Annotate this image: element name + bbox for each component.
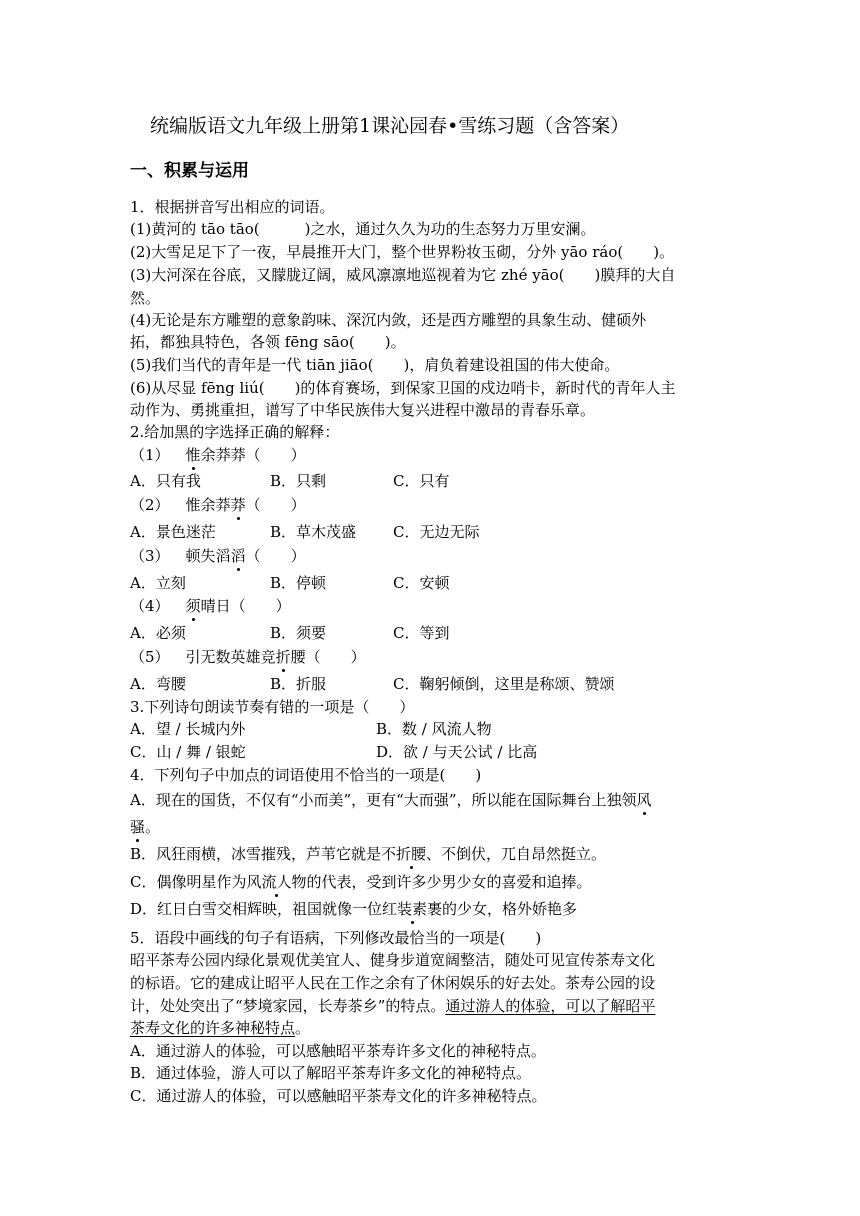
q4-option-c-post: 的代表，受到许多少男少女的喜爱和追捧。 bbox=[306, 873, 592, 891]
emphasized-word: 折腰 bbox=[396, 845, 427, 863]
emphasized-char: 折 bbox=[275, 648, 291, 666]
q2-sub-3 bbox=[130, 545, 306, 567]
q2-sub-number: （2） bbox=[130, 496, 170, 514]
q2-sub-text-post: 腰 bbox=[290, 648, 306, 666]
q4-option-a-cont bbox=[130, 816, 160, 838]
emphasized-char: 风 bbox=[636, 791, 652, 809]
q5-passage-line-4 bbox=[130, 1017, 310, 1039]
answer-blank: （ ） bbox=[245, 496, 306, 514]
q4-option-b-pre: B．风狂雨横，冰雪摧残，芦苇它就是不 bbox=[130, 845, 397, 863]
q2-sub-text-pre: 惟余莽 bbox=[185, 496, 231, 514]
q5-passage-line-1: 昭平茶寿公园内绿化景观优美宜人、健身步道宽阔整洁，随处可见宣传茶寿文化 bbox=[130, 951, 656, 969]
q2-sub-1-option-c: C．只有 bbox=[393, 472, 450, 490]
q2-sub-5-option-a: A．弯腰 bbox=[130, 675, 186, 693]
answer-blank: （ ） bbox=[305, 648, 366, 666]
q4-option-c bbox=[130, 871, 592, 893]
q4-stem: 4．下列句子中加点的词语使用不恰当的一项是( ) bbox=[130, 766, 482, 784]
underlined-sentence: 通过游人的体验，可以了解昭平 bbox=[445, 997, 656, 1015]
emphasized-word: 红装素裹 bbox=[382, 900, 443, 918]
q3-option-b: B．数 / 风流人物 bbox=[376, 720, 492, 738]
q1-item-6-cont: 动作为、勇挑重担，谱写了中华民族伟大复兴进程中激昂的青春乐章。 bbox=[130, 401, 596, 419]
emphasized-char: 莽 bbox=[230, 496, 246, 514]
q2-sub-4-option-b: B．须要 bbox=[270, 624, 327, 642]
q2-sub-1-option-a: A．只有我 bbox=[130, 472, 201, 490]
emphasized-char: 惟 bbox=[185, 446, 201, 464]
section-heading: 一、积累与运用 bbox=[130, 161, 249, 181]
answer-blank: （ ） bbox=[245, 547, 306, 565]
q5-option-c: C．通过游人的体验，可以感触昭平茶寿文化的许多神秘特点。 bbox=[130, 1087, 547, 1105]
q5-passage-line-3 bbox=[130, 995, 655, 1017]
q1-item-4: (4)无论是东方雕塑的意象韵味、深沉内敛，还是西方雕塑的具象生动、健硕外 bbox=[130, 311, 647, 329]
q5-passage-text-end: 。 bbox=[295, 1019, 311, 1037]
q1-item-2: (2)大雪足足下了一夜，早晨推开大门，整个世界粉妆玉砌，分外 yāo ráo( )。 bbox=[130, 243, 675, 261]
q2-sub-1-option-b: B．只剩 bbox=[270, 472, 327, 490]
q4-option-d-pre: D．红日白雪交相辉映，祖国就像一位 bbox=[130, 900, 383, 918]
q2-sub-3-option-c: C．安顿 bbox=[393, 574, 450, 592]
q2-sub-4-option-c: C．等到 bbox=[393, 624, 450, 642]
q2-sub-1 bbox=[130, 444, 306, 466]
q1-item-3: (3)大河深在谷底，又朦胧辽阔，威风凛凛地巡视着为它 zhé yāo( )膜拜的大自 bbox=[130, 266, 676, 284]
document-title: 统编版语文九年级上册第1课沁园春•雪练习题（含答案） bbox=[150, 115, 630, 137]
q4-option-d-post: 的少女，格外娇艳多 bbox=[442, 900, 578, 918]
q4-option-a-text-end: 。 bbox=[145, 818, 161, 836]
q4-option-b-post: 、不倒伏，兀自昂然挺立。 bbox=[426, 845, 607, 863]
emphasized-char: 滔 bbox=[230, 547, 246, 565]
q2-sub-number: （3） bbox=[130, 547, 170, 565]
q2-sub-4-option-a: A．必须 bbox=[130, 624, 186, 642]
q3-option-c: C．山 / 舞 / 银蛇 bbox=[130, 743, 246, 761]
q2-sub-2-option-b: B．草木茂盛 bbox=[270, 523, 357, 541]
q1-item-5: (5)我们当代的青年是一代 tiān jiāo( )，肩负着建设祖国的伟大使命。 bbox=[130, 356, 620, 374]
q4-option-a bbox=[130, 789, 652, 811]
q4-option-a-text: A．现在的国货，不仅有“小而美”，更有“大而强”，所以能在国际舞台上独领 bbox=[130, 791, 637, 809]
q5-stem: 5．语段中画线的句子有语病，下列修改最恰当的一项是( ) bbox=[130, 929, 542, 947]
q4-option-c-pre: C．偶像明星作为 bbox=[130, 873, 247, 891]
answer-blank: （ ） bbox=[245, 446, 306, 464]
q1-item-4-cont: 拓，都独具特色，各领 fēng sāo( )。 bbox=[130, 333, 406, 351]
q1-item-6: (6)从尽显 fēng liú( )的体育赛场，到保家卫国的戍边哨卡，新时代的青年人主 bbox=[130, 379, 676, 397]
q2-sub-5-option-b: B．折服 bbox=[270, 675, 327, 693]
q2-sub-text-post: 余莽莽 bbox=[200, 446, 246, 464]
q1-item-3-cont: 然。 bbox=[130, 289, 161, 307]
underlined-sentence: 茶寿文化的许多神秘特点 bbox=[130, 1019, 296, 1037]
q3-option-d: D．欲 / 与天公试 / 比高 bbox=[376, 743, 538, 761]
q3-stem: 3.下列诗句朗读节奏有错的一项是（ ） bbox=[130, 698, 415, 716]
q2-sub-text-post: 晴日 bbox=[200, 597, 231, 615]
q2-sub-5-option-c: C．鞠躬倾倒，这里是称颂、赞颂 bbox=[393, 675, 615, 693]
q3-option-a: A．望 / 长城内外 bbox=[130, 720, 246, 738]
q4-option-b bbox=[130, 843, 606, 865]
emphasized-char: 骚 bbox=[130, 818, 146, 836]
q5-option-a: A．通过游人的体验，可以感触昭平茶寿许多文化的神秘特点。 bbox=[130, 1042, 546, 1060]
q2-sub-5 bbox=[130, 646, 366, 668]
q2-sub-number: （4） bbox=[130, 597, 170, 615]
q2-sub-number: （5） bbox=[130, 648, 170, 666]
q5-passage-text: 计，处处突出了“梦境家园，长寿茶乡”的特点。 bbox=[130, 997, 446, 1015]
q2-sub-2-option-a: A．景色迷茫 bbox=[130, 523, 216, 541]
q2-sub-text-pre: 顿失滔 bbox=[185, 547, 231, 565]
answer-blank: （ ） bbox=[230, 597, 291, 615]
emphasized-word: 风流人物 bbox=[246, 873, 307, 891]
q5-option-b: B．通过体验，游人可以了解昭平茶寿许多文化的神秘特点。 bbox=[130, 1064, 532, 1082]
q2-sub-2 bbox=[130, 494, 306, 516]
q2-sub-4 bbox=[130, 595, 291, 617]
q1-stem: 1．根据拼音写出相应的词语。 bbox=[130, 198, 335, 216]
emphasized-char: 须 bbox=[185, 597, 201, 615]
q5-passage-line-2: 的标语。它的建成让昭平人民在工作之余有了休闲娱乐的好去处。茶寿公园的设 bbox=[130, 974, 656, 992]
q4-option-d bbox=[130, 898, 577, 920]
q1-item-1: (1)黄河的 tāo tāo( )之水，通过久久为功的生态努力万里安澜。 bbox=[130, 220, 596, 238]
q2-sub-text-pre: 引无数英雄竞 bbox=[185, 648, 276, 666]
q2-sub-3-option-b: B．停顿 bbox=[270, 574, 327, 592]
q2-sub-2-option-c: C．无边无际 bbox=[393, 523, 480, 541]
q2-sub-3-option-a: A．立刻 bbox=[130, 574, 186, 592]
q2-sub-number: （1） bbox=[130, 446, 170, 464]
q2-stem: 2.给加黑的字选择正确的解释： bbox=[130, 423, 340, 441]
